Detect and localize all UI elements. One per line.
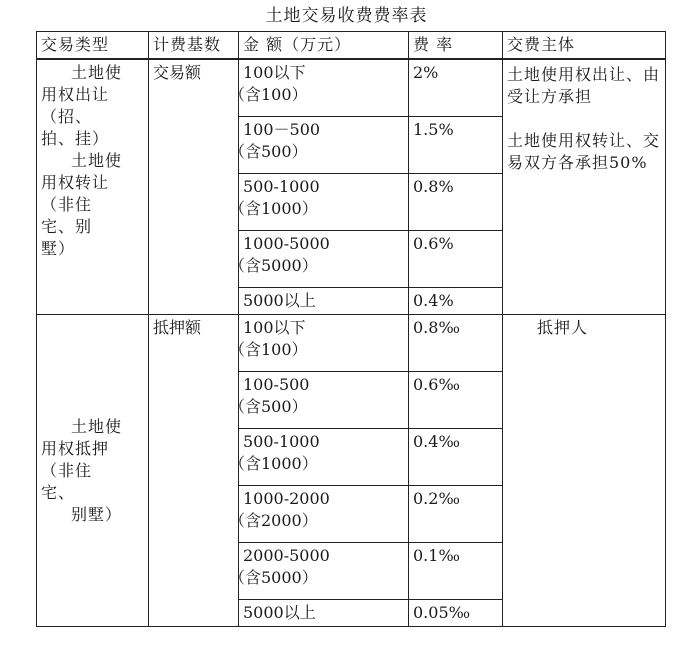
type-line: 土地使 — [71, 416, 123, 436]
amount-value: 2000-5000 — [243, 546, 330, 565]
fee-rate-table — [36, 31, 666, 627]
type-cell-transfer — [37, 59, 149, 315]
rate-cell: 2% — [409, 59, 503, 117]
type-line: 土地使 — [71, 63, 123, 82]
amount-value: 500-1000 — [243, 432, 320, 451]
table-row — [37, 315, 666, 372]
amount-sub: （含500） — [229, 397, 308, 416]
type-line: 用权转让 — [41, 173, 110, 192]
rate-cell: 0.8‰ — [409, 315, 503, 372]
rate-cell: 0.8% — [409, 174, 503, 231]
amount-value: 5000以上 — [243, 603, 316, 622]
rate-cell: 0.2‰ — [409, 486, 503, 543]
type-line: 用权抵押 — [41, 438, 110, 458]
header-amount: 金 额（万元） — [239, 32, 409, 60]
rate-cell: 0.6‰ — [409, 372, 503, 429]
amount-sub: （含1000） — [229, 454, 318, 473]
amount-value: 100以下 — [243, 63, 306, 82]
header-base: 计费基数 — [149, 32, 239, 60]
rate-cell: 1.5% — [409, 117, 503, 174]
type-line: 拍、挂） — [41, 129, 110, 148]
type-line: 宅、别 — [41, 217, 93, 236]
type-line: 用权出让 — [41, 85, 110, 104]
payer-cell-transfer — [503, 59, 666, 315]
type-line: 宅、 — [41, 482, 76, 502]
type-line: 墅） — [41, 239, 76, 258]
header-rate: 费 率 — [409, 32, 503, 60]
amount-value: 5000以上 — [243, 291, 316, 310]
payer-text: 土地使用权转让、交易双方各承担50% — [507, 131, 661, 172]
rate-cell: 0.1‰ — [409, 543, 503, 600]
rate-cell: 0.4% — [409, 288, 503, 315]
amount-cell — [229, 372, 409, 429]
rate-cell: 0.6% — [409, 231, 503, 288]
type-line: （非住 — [41, 460, 93, 480]
table-row — [37, 59, 666, 117]
amount-sub: （含1000） — [229, 199, 318, 218]
type-line: 别墅） — [71, 504, 123, 524]
payer-cell-mortgage — [503, 315, 666, 627]
amount-cell — [239, 288, 409, 315]
table-title: 土地交易收费费率表 — [265, 6, 428, 26]
amount-cell — [229, 429, 409, 486]
amount-sub: （含5000） — [229, 568, 318, 587]
type-line: （非住 — [41, 195, 93, 214]
amount-sub: （含100） — [229, 340, 308, 359]
header-row — [37, 32, 666, 60]
payer-text: 土地使用权出让、由受让方承担 — [507, 65, 661, 106]
payer-text: 抵押人 — [537, 318, 589, 337]
base-cell-mortgage: 抵押额 — [149, 315, 239, 627]
header-type: 交易类型 — [37, 32, 149, 60]
amount-sub: （含500） — [229, 142, 308, 161]
amount-value: 1000-5000 — [243, 234, 330, 253]
amount-value: 500-1000 — [243, 177, 320, 196]
type-cell-mortgage — [37, 315, 149, 627]
amount-sub: （含2000） — [229, 511, 318, 530]
amount-cell — [239, 600, 409, 627]
amount-value: 100－500 — [243, 120, 321, 139]
amount-value: 1000-2000 — [243, 489, 330, 508]
amount-sub: （含100） — [229, 85, 308, 104]
amount-cell — [229, 174, 409, 231]
amount-cell — [229, 543, 409, 600]
amount-cell — [229, 59, 409, 117]
type-line: （招、 — [41, 107, 93, 126]
amount-value: 100-500 — [243, 375, 310, 394]
header-payer: 交费主体 — [503, 32, 666, 60]
amount-value: 100以下 — [243, 318, 306, 337]
base-cell-transaction: 交易额 — [149, 59, 239, 315]
amount-sub: （含5000） — [229, 256, 318, 275]
amount-cell — [229, 315, 409, 372]
amount-cell — [229, 231, 409, 288]
amount-cell — [229, 486, 409, 543]
rate-cell: 0.4‰ — [409, 429, 503, 486]
type-line: 土地使 — [71, 151, 123, 170]
rate-cell: 0.05‰ — [409, 600, 503, 627]
amount-cell — [229, 117, 409, 174]
